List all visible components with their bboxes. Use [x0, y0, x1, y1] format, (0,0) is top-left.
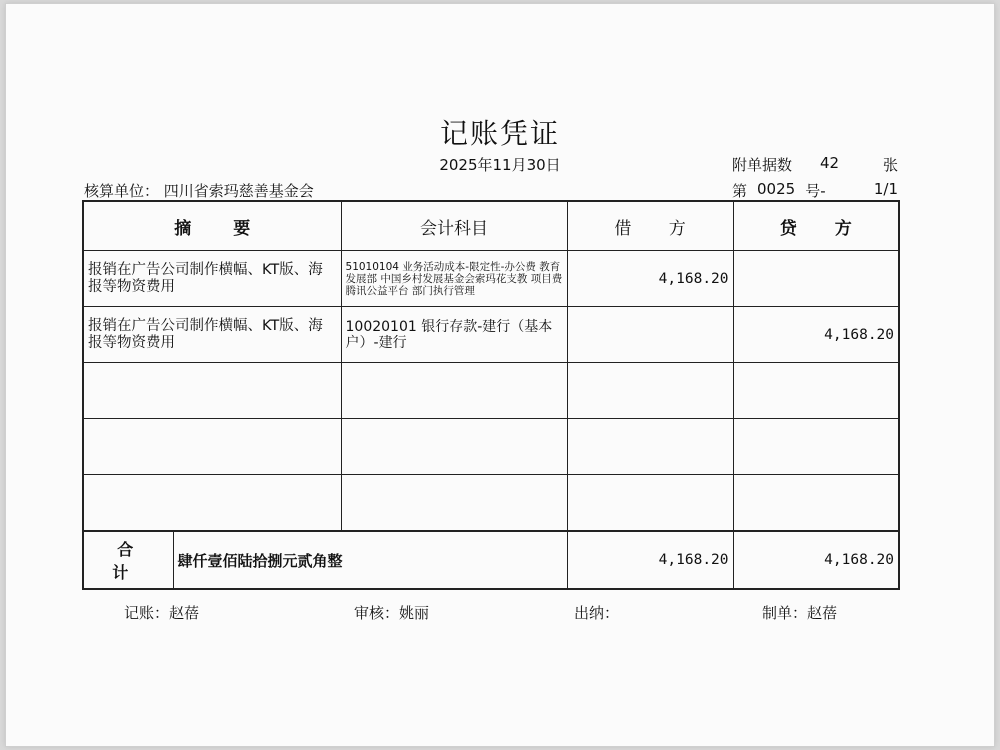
bookkeeper-label: 记账：: [124, 604, 170, 622]
total-row: [83, 531, 899, 589]
accounting-unit-name: 四川省索玛慈善基金会: [163, 182, 314, 200]
table-row-empty: [83, 475, 899, 532]
column-summary: 摘 要: [83, 201, 341, 251]
voucher-number-value: 0025: [757, 180, 796, 198]
column-credit: 贷 方: [733, 201, 899, 251]
attachments-label: 附单据数: [732, 156, 793, 174]
reviewer-label: 审核：: [354, 604, 400, 622]
voucher-sheet: [6, 4, 994, 746]
entry-subject: 51010104 业务活动成本-限定性-办公费 教育发展部 中国乡村发展基金会索玛花支教 项目费 腾讯公益平台 部门执行管理: [341, 251, 567, 307]
voucher-suffix: 号-: [805, 182, 826, 200]
table-header-row: [83, 201, 899, 251]
entry-credit: [733, 251, 899, 307]
entry-summary: 报销在广告公司制作横幅、KT版、海报等物资费用: [83, 251, 341, 307]
preparer-name: 赵蓓: [807, 604, 838, 622]
entry-credit: 4,168.20: [733, 307, 899, 363]
entry-debit: [567, 307, 733, 363]
voucher-page: 1/1: [873, 180, 898, 198]
voucher-date: 2025年11月30日: [439, 156, 561, 174]
table-row-empty: [83, 363, 899, 419]
voucher-prefix: 第: [732, 182, 748, 200]
preparer-label: 制单：: [762, 604, 808, 622]
entry-summary: 报销在广告公司制作横幅、KT版、海报等物资费用: [83, 307, 341, 363]
preparer: [762, 602, 837, 623]
ledger-table: [82, 200, 900, 590]
voucher-title: 记账凭证: [439, 117, 560, 150]
table-row: [83, 251, 899, 307]
attachments-unit: 张: [882, 156, 898, 174]
entry-subject: 10020101 银行存款-建行（基本户）-建行: [341, 307, 567, 363]
total-label: 合 计: [83, 531, 173, 589]
total-credit: 4,168.20: [733, 531, 899, 589]
total-amount-in-words: 肆仟壹佰陆拾捌元贰角整: [173, 531, 567, 589]
table-row: [83, 307, 899, 363]
accounting-unit-label: 核算单位：: [84, 182, 160, 200]
accounting-unit: [84, 180, 314, 201]
reviewer-name: 姚丽: [399, 604, 430, 622]
bookkeeper-name: 赵蓓: [169, 604, 200, 622]
table-row-empty: [83, 419, 899, 475]
column-debit: 借 方: [567, 201, 733, 251]
total-debit: 4,168.20: [567, 531, 733, 589]
reviewer: [354, 602, 429, 623]
attachments-number: 42: [820, 154, 840, 172]
cashier: [574, 602, 619, 623]
cashier-label: 出纳：: [574, 604, 620, 622]
attachments-count: [732, 154, 898, 175]
voucher-number: [732, 180, 898, 201]
column-subject: 会计科目: [341, 201, 567, 251]
bookkeeper: [124, 602, 199, 623]
entry-debit: 4,168.20: [567, 251, 733, 307]
